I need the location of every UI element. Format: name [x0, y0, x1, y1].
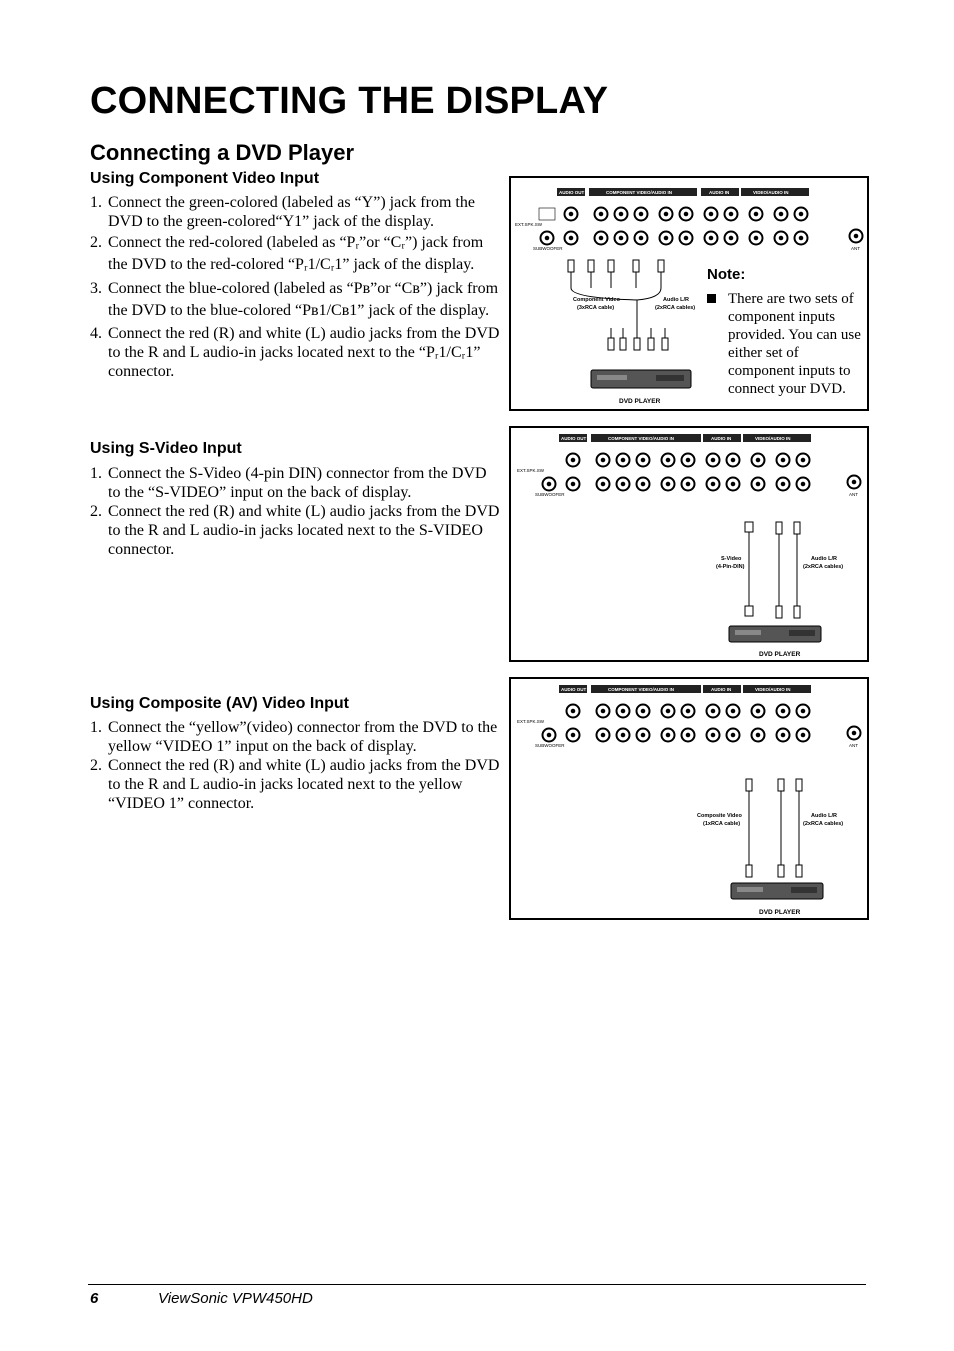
composite-step-2: 2. Connect the red (R) and white (L) audio jacks from the DVD to the R and L audio-in jacks located next to the yellow “VIDEO 1” connector.: [90, 757, 500, 812]
rca-jack-center: [599, 236, 604, 241]
svideo-diagram-svg: [511, 428, 867, 660]
ant-label: ANT: [849, 492, 858, 497]
cables: [571, 270, 665, 338]
audio-cable-label: Audio L/R: [811, 813, 837, 819]
rca-jack-center: [854, 234, 859, 239]
video-audio-label: VIDEO/AUDIO IN: [755, 687, 791, 692]
rca-jack-center: [666, 709, 671, 714]
rca-jack-center: [801, 733, 806, 738]
rca-jack-center: [641, 733, 646, 738]
video-audio-label: VIDEO/AUDIO IN: [753, 190, 789, 195]
rca-plug-icon: [608, 260, 614, 272]
rca-plug-icon: [620, 338, 626, 350]
note-box: [707, 266, 867, 398]
subwoofer-label: SUBWOOFER: [535, 492, 565, 497]
note-text: There are two sets of component inputs provided. You can use either set of component inputs to connect your DVD.: [728, 291, 861, 397]
audio-in-label: AUDIO IN: [711, 436, 732, 441]
rca-jack-center: [641, 458, 646, 463]
rca-jack-center: [621, 482, 626, 487]
rca-jack-center: [666, 458, 671, 463]
subwoofer-label: SUBWOOFER: [533, 246, 563, 251]
ext-spk-label: EXT.SPK.SW: [515, 222, 543, 227]
rca-jack-center: [686, 482, 691, 487]
rca-jack-center: [801, 458, 806, 463]
footer-rule: [88, 1284, 866, 1285]
dvd-player: [731, 883, 823, 899]
ext-spk-label: EXT.SPK.SW: [517, 468, 545, 473]
composite-heading: Using Composite (AV) Video Input: [90, 695, 349, 712]
component-label: COMPONENT VIDEO/AUDIO IN: [608, 687, 675, 692]
rca-jack-center: [619, 236, 624, 241]
note-title: Note:: [707, 266, 746, 283]
svideo-diagram: [509, 426, 869, 662]
rca-jack-center: [569, 212, 574, 217]
video-audio-label: VIDEO/AUDIO IN: [755, 436, 791, 441]
composite-steps: [90, 718, 500, 813]
rca-jack-center: [571, 709, 576, 714]
rca-jack-center: [731, 733, 736, 738]
component-label: COMPONENT VIDEO/AUDIO IN: [608, 436, 675, 441]
composite-cable-label: Composite Video: [697, 813, 742, 819]
rca-plug-icon: [776, 522, 782, 534]
component-step-1: 1. Connect the green-colored (labeled as “Y”) jack from the DVD to the green-colored“Y1” jack of the display.: [90, 194, 475, 230]
rca-jack-center: [621, 458, 626, 463]
svideo-step-1: 1. Connect the S-Video (4-pin DIN) connector from the DVD to the “S-VIDEO” input on the back of display.: [90, 465, 487, 501]
rca-jack-center: [686, 733, 691, 738]
rca-jack-center: [756, 458, 761, 463]
rca-jack-center: [852, 480, 857, 485]
rca-jack-center: [709, 212, 714, 217]
ant-label: ANT: [851, 246, 860, 251]
component-diagram: [509, 176, 869, 411]
rca-jack-center: [801, 482, 806, 487]
audio-in-label: AUDIO IN: [709, 190, 730, 195]
rca-jack-center: [781, 458, 786, 463]
rca-plug-icon: [648, 338, 654, 350]
note-bullet-icon: [707, 294, 716, 303]
rca-plug-icon: [662, 338, 668, 350]
rca-jack-center: [686, 458, 691, 463]
rca-jack-center: [711, 709, 716, 714]
rca-jack-center: [729, 236, 734, 241]
page-title: CONNECTING THE DISPLAY: [90, 80, 609, 122]
component-steps: [90, 193, 500, 381]
rca-jack-center: [664, 236, 669, 241]
rca-jack-center: [754, 212, 759, 217]
rca-jack-center: [711, 482, 716, 487]
component-step-4: 4. Connect the red (R) and white (L) audio jacks from the DVD to the R and L audio-in jacks located next to the “Pᵣ1/Cᵣ1” connector.: [90, 325, 500, 380]
audio-cable-sub: (2xRCA cables): [803, 564, 844, 570]
rca-jack-center: [545, 236, 550, 241]
rca-plug-icon: [633, 260, 639, 272]
rca-jack-center: [666, 482, 671, 487]
dvd-player: [729, 626, 821, 642]
audio-out-label: AUDIO OUT: [559, 190, 585, 195]
rca-jack-center: [599, 212, 604, 217]
rca-jack-center: [601, 482, 606, 487]
rca-jack-center: [641, 709, 646, 714]
rca-jack-center: [547, 482, 552, 487]
rca-jack-center: [639, 236, 644, 241]
rca-jack-center: [571, 458, 576, 463]
rca-plug-icon: [588, 260, 594, 272]
page-number: 6: [90, 1290, 99, 1307]
rca-jack-center: [756, 733, 761, 738]
rca-jack-center: [801, 709, 806, 714]
rca-jack-center: [781, 733, 786, 738]
rear-panel: [515, 188, 863, 251]
rca-jack-center: [621, 733, 626, 738]
rca-plug-icon: [746, 779, 752, 791]
rca-jack-center: [619, 212, 624, 217]
dvd-player-label: DVD PLAYER: [759, 909, 801, 916]
ext-spk-label: EXT.SPK.SW: [517, 719, 545, 724]
dvd-player-label: DVD PLAYER: [619, 398, 661, 405]
component-step-3: 3. Connect the blue-colored (labeled as “Pʙ”or “Cʙ”) jack from the DVD to the blue-colored “Pʙ1/Cʙ1” jack of the display.: [90, 280, 499, 319]
composite-cable-sub: (1xRCA cable): [703, 821, 741, 827]
rca-plug-icon: [778, 779, 784, 791]
audio-cable-label: Audio L/R: [663, 297, 689, 303]
rca-jack-center: [664, 212, 669, 217]
component-label: COMPONENT VIDEO/AUDIO IN: [606, 190, 673, 195]
rca-jack-center: [569, 236, 574, 241]
audio-cable-label: Audio L/R: [811, 556, 837, 562]
rca-jack-center: [684, 236, 689, 241]
ant-label: ANT: [849, 743, 858, 748]
audio-cable-sub: (2xRCA cables): [655, 305, 696, 311]
rca-jack-center: [571, 482, 576, 487]
rca-plug-icon: [796, 865, 802, 877]
rca-jack-center: [711, 733, 716, 738]
rca-jack-center: [686, 709, 691, 714]
component-step-2: 2. Connect the red-colored (labeled as “Pᵣ”or “Cᵣ”) jack from the DVD to the red-colored “Pᵣ1/Cᵣ1” jack of the display.: [90, 234, 484, 273]
rca-plug-icon: [794, 522, 800, 534]
rca-jack-center: [781, 709, 786, 714]
rca-plug-icon: [796, 779, 802, 791]
svideo-step-2: 2. Connect the red (R) and white (L) audio jacks from the DVD to the R and L audio-in jacks located next to the S-VIDEO connector.: [90, 503, 500, 558]
rca-jack-center: [756, 709, 761, 714]
rca-jack-center: [754, 236, 759, 241]
rca-plug-icon: [746, 865, 752, 877]
svideo-cable-sub: (4-Pin-DIN): [716, 564, 745, 570]
rca-plug-icon: [778, 865, 784, 877]
rca-jack-center: [571, 733, 576, 738]
section-title: Connecting a DVD Player: [90, 140, 355, 165]
audio-out-label: AUDIO OUT: [561, 687, 587, 692]
rca-jack-center: [666, 733, 671, 738]
rca-jack-center: [729, 212, 734, 217]
svideo-heading: Using S-Video Input: [90, 440, 242, 457]
svideo-steps: [90, 464, 500, 559]
rca-jack-center: [799, 212, 804, 217]
composite-diagram: [509, 677, 869, 920]
rca-plug-icon: [658, 260, 664, 272]
rca-jack-center: [621, 709, 626, 714]
rca-jack-center: [711, 458, 716, 463]
rca-jack-center: [641, 482, 646, 487]
composite-diagram-svg: [511, 679, 867, 918]
rca-jack-center: [779, 212, 784, 217]
rca-plug-icon: [608, 338, 614, 350]
rca-jack-center: [601, 733, 606, 738]
rca-plug-icon: [794, 606, 800, 618]
rca-jack-center: [639, 212, 644, 217]
audio-cable-sub: (2xRCA cables): [803, 821, 844, 827]
rca-plug-icon: [634, 338, 640, 350]
rca-jack-center: [709, 236, 714, 241]
footer-brand: ViewSonic VPW450HD: [158, 1290, 313, 1307]
component-heading: Using Component Video Input: [90, 170, 320, 187]
rca-jack-center: [781, 482, 786, 487]
rca-jack-center: [799, 236, 804, 241]
audio-in-label: AUDIO IN: [711, 687, 732, 692]
rca-jack-center: [731, 482, 736, 487]
rca-jack-center: [731, 709, 736, 714]
rca-plug-icon: [568, 260, 574, 272]
rca-plug-icon: [776, 606, 782, 618]
composite-step-1: 1. Connect the “yellow”(video) connector from the DVD to the yellow “VIDEO 1” input on the back of display.: [90, 719, 498, 755]
svideo-cable-label: S-Video: [721, 556, 742, 562]
rca-jack-center: [601, 458, 606, 463]
dvd-player-label: DVD PLAYER: [759, 651, 801, 658]
dvd-player: [591, 370, 691, 388]
rca-jack-center: [684, 212, 689, 217]
component-cable-label: Component Video: [573, 297, 620, 303]
component-cable-sub: (3xRCA cable): [577, 305, 615, 311]
rca-jack-center: [547, 733, 552, 738]
rca-jack-center: [756, 482, 761, 487]
rca-jack-center: [731, 458, 736, 463]
rca-jack-center: [852, 731, 857, 736]
rca-jack-center: [779, 236, 784, 241]
audio-out-label: AUDIO OUT: [561, 436, 587, 441]
subwoofer-label: SUBWOOFER: [535, 743, 565, 748]
rca-jack-center: [601, 709, 606, 714]
